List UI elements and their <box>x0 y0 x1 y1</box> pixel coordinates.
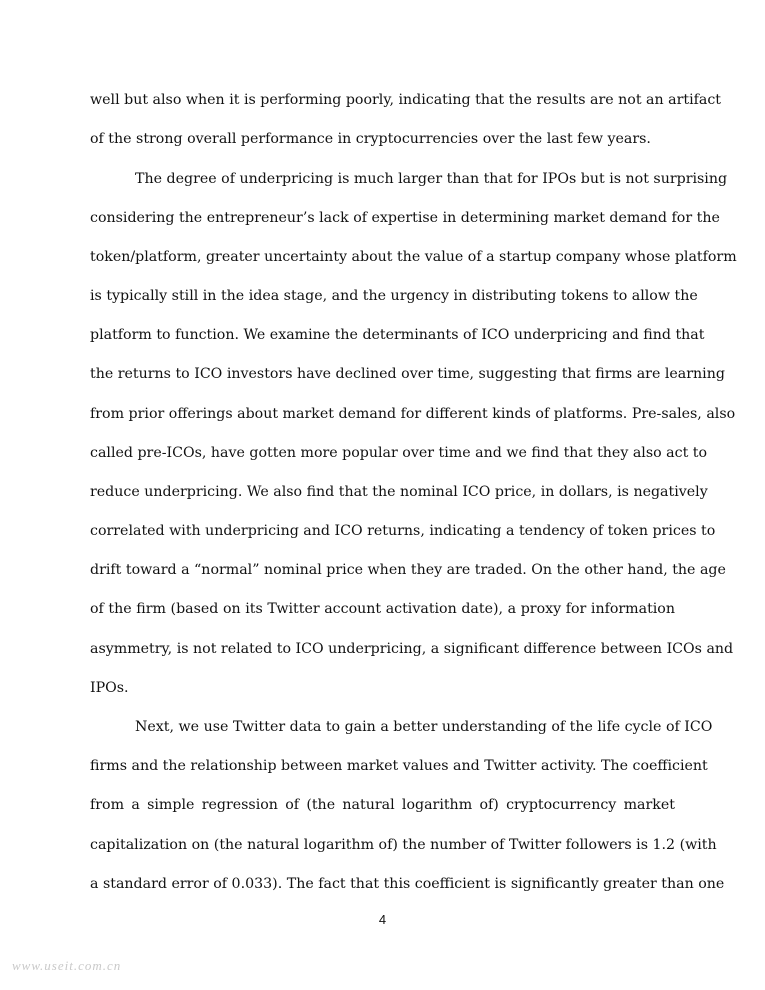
body-line: drift toward a “normal” nominal price when they are traded. On the other hand, the age <box>90 562 726 578</box>
body-line: token/platform, greater uncertainty about the value of a startup company whose platform <box>90 249 737 265</box>
body-line: called pre-ICOs, have gotten more popular over time and we find that they also act to <box>90 445 708 461</box>
body-line: is typically still in the idea stage, and the urgency in distributing tokens to allow the <box>90 288 698 304</box>
body-line: the returns to ICO investors have declined over time, suggesting that firms are learning <box>90 366 725 382</box>
body-line: from a simple regression of (the natural logarithm of) cryptocurrency market <box>90 797 675 813</box>
page-number: 4 <box>378 912 387 927</box>
body-line: of the firm (based on its Twitter account activation date), a proxy for information <box>90 601 675 617</box>
body-line: asymmetry, is not related to ICO underpricing, a significant difference between ICOs and <box>90 641 734 657</box>
body-line: firms and the relationship between market values and Twitter activity. The coefficient <box>90 758 708 774</box>
body-line: correlated with underpricing and ICO returns, indicating a tendency of token prices to <box>90 523 716 539</box>
watermark: www.useit.com.cn <box>12 958 122 973</box>
body-line: from prior offerings about market demand for different kinds of platforms. Pre-sales, also <box>90 406 736 422</box>
body-line: reduce underpricing. We also find that the nominal ICO price, in dollars, is negatively <box>90 484 708 500</box>
body-line: capitalization on (the natural logarithm of) the number of Twitter followers is 1.2 (with <box>90 837 717 853</box>
body-line: considering the entrepreneur’s lack of expertise in determining market demand for the <box>90 210 720 226</box>
body-line: well but also when it is performing poorly, indicating that the results are not an artifact <box>90 92 721 108</box>
body-line: of the strong overall performance in cryptocurrencies over the last few years. <box>90 131 651 147</box>
body-line: platform to function. We examine the determinants of ICO underpricing and find that <box>90 327 705 343</box>
paragraph-first-line: Next, we use Twitter data to gain a better understanding of the life cycle of ICO <box>135 719 713 735</box>
body-line: IPOs. <box>90 680 129 696</box>
body-line: a standard error of 0.033). The fact that this coefficient is significantly greater than one <box>90 876 725 892</box>
paragraph-first-line: The degree of underpricing is much larger than that for IPOs but is not surprising <box>135 171 728 187</box>
